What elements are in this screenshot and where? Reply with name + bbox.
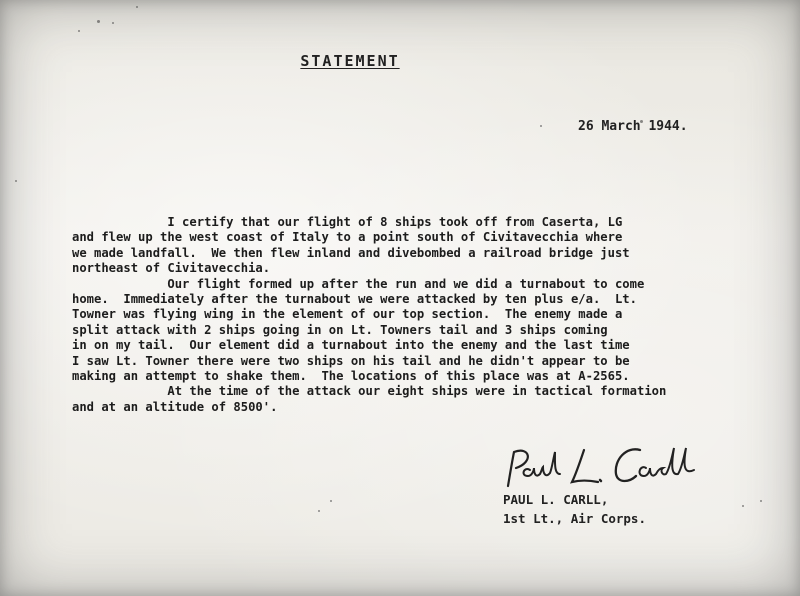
paragraph-1 <box>72 215 742 277</box>
text-line: Our flight formed up after the run and we did a turnabout to come <box>72 276 645 291</box>
text-line: At the time of the attack our eight ships were in tactical formation <box>72 384 667 399</box>
document-date: 26 March 1944. <box>578 119 688 134</box>
text-line: Towner was flying wing in the element of our top section. The enemy made a <box>72 307 623 322</box>
text-line: and at an altitude of 8500'. <box>72 399 278 414</box>
text-line: making an attempt to shake them. The locations of this place was at A-2565. <box>72 369 630 384</box>
signatory-name: PAUL L. CARLL, <box>503 492 609 507</box>
text-line: home. Immediately after the turnabout we were attacked by ten plus e/a. Lt. <box>72 292 637 307</box>
text-line: in on my tail. Our element did a turnabout into the enemy and the last time <box>72 338 630 353</box>
text-line: we made landfall. We then flew inland and divebombed a railroad bridge just <box>72 245 630 260</box>
text-line: I saw Lt. Towner there were two ships on his tail and he didn't appear to be <box>72 353 630 368</box>
text-line: northeast of Civitavecchia. <box>72 261 271 276</box>
document-title: STATEMENT <box>300 52 400 70</box>
statement-body <box>72 215 742 415</box>
text-line: and flew up the west coast of Italy to a point south of Civitavecchia where <box>72 230 623 245</box>
text-line: I certify that our flight of 8 ships took off from Caserta, LG <box>72 215 623 229</box>
signatory-rank: 1st Lt., Air Corps. <box>503 511 646 526</box>
paragraph-3 <box>72 384 742 415</box>
text-line: split attack with 2 ships going in on Lt. Towners tail and 3 ships coming <box>72 322 608 337</box>
paragraph-2 <box>72 277 742 385</box>
handwritten-signature <box>500 440 700 500</box>
